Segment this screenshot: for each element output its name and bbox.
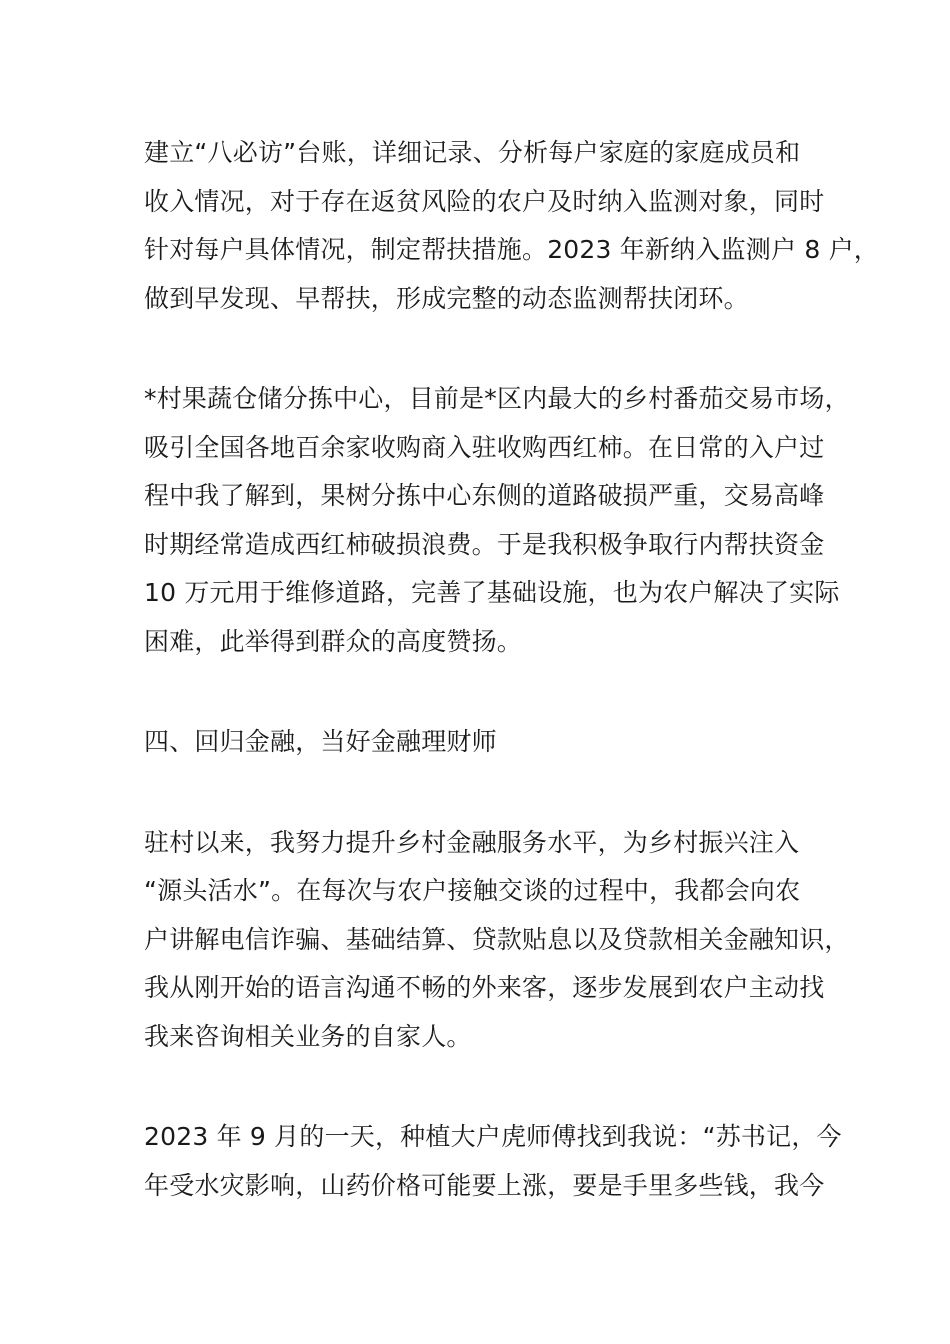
document-body <box>144 129 879 1210</box>
paragraph-gap <box>144 323 814 375</box>
paragraph-monitoring <box>144 129 879 323</box>
paragraph-gap <box>144 1061 814 1113</box>
paragraph-financial-service <box>144 819 850 1062</box>
paragraph-gap <box>144 666 814 718</box>
text-line: 我来咨询相关业务的自家人。 <box>144 1021 472 1051</box>
text-line: 户讲解电信诈骗、基础结算、贷款贴息以及贷款相关金融知识， <box>144 924 850 954</box>
text-line: 收入情况，对于存在返贫风险的农户及时纳入监测对象，同时 <box>144 186 825 216</box>
text-line: 2023 年 9 月的一天，种植大户虎师傅找到我说：“苏书记，今 <box>144 1122 842 1151</box>
text-line: 做到早发现、早帮扶，形成完整的动态监测帮扶闭环。 <box>144 283 749 313</box>
heading-line: 四、回归金融，当好金融理财师 <box>144 727 497 756</box>
text-line: *村果蔬仓储分拣中心，目前是*区内最大的乡村番茄交易市场， <box>144 384 850 413</box>
text-line: 建立“八必访”台账，详细记录、分析每户家庭的家庭成员和 <box>144 138 801 167</box>
text-line: 年受水灾影响，山药价格可能要上涨，要是手里多些钱，我今 <box>144 1170 825 1200</box>
paragraph-anecdote <box>144 1113 842 1210</box>
paragraph-sorting-center <box>144 375 850 666</box>
section-heading <box>144 718 814 767</box>
paragraph-gap <box>144 767 814 819</box>
text-line: 时期经常造成西红柿破损浪费。于是我积极争取行内帮扶资金 <box>144 529 825 559</box>
text-line: 10 万元用于维修道路，完善了基础设施，也为农户解决了实际 <box>144 578 840 607</box>
text-line: 驻村以来，我努力提升乡村金融服务水平，为乡村振兴注入 <box>144 827 800 857</box>
text-line: 我从刚开始的语言沟通不畅的外来客，逐步发展到农户主动找 <box>144 973 825 1002</box>
text-line: “源头活水”。在每次与农户接触交谈的过程中，我都会向农 <box>144 876 801 905</box>
text-line: 吸引全国各地百余家收购商入驻收购西红柿。在日常的入户过 <box>144 432 825 462</box>
text-line: 针对每户具体情况，制定帮扶措施。2023 年新纳入监测户 8 户， <box>144 235 879 264</box>
text-line: 困难，此举得到群众的高度赞扬。 <box>144 626 523 656</box>
text-line: 程中我了解到，果树分拣中心东侧的道路破损严重，交易高峰 <box>144 481 825 510</box>
